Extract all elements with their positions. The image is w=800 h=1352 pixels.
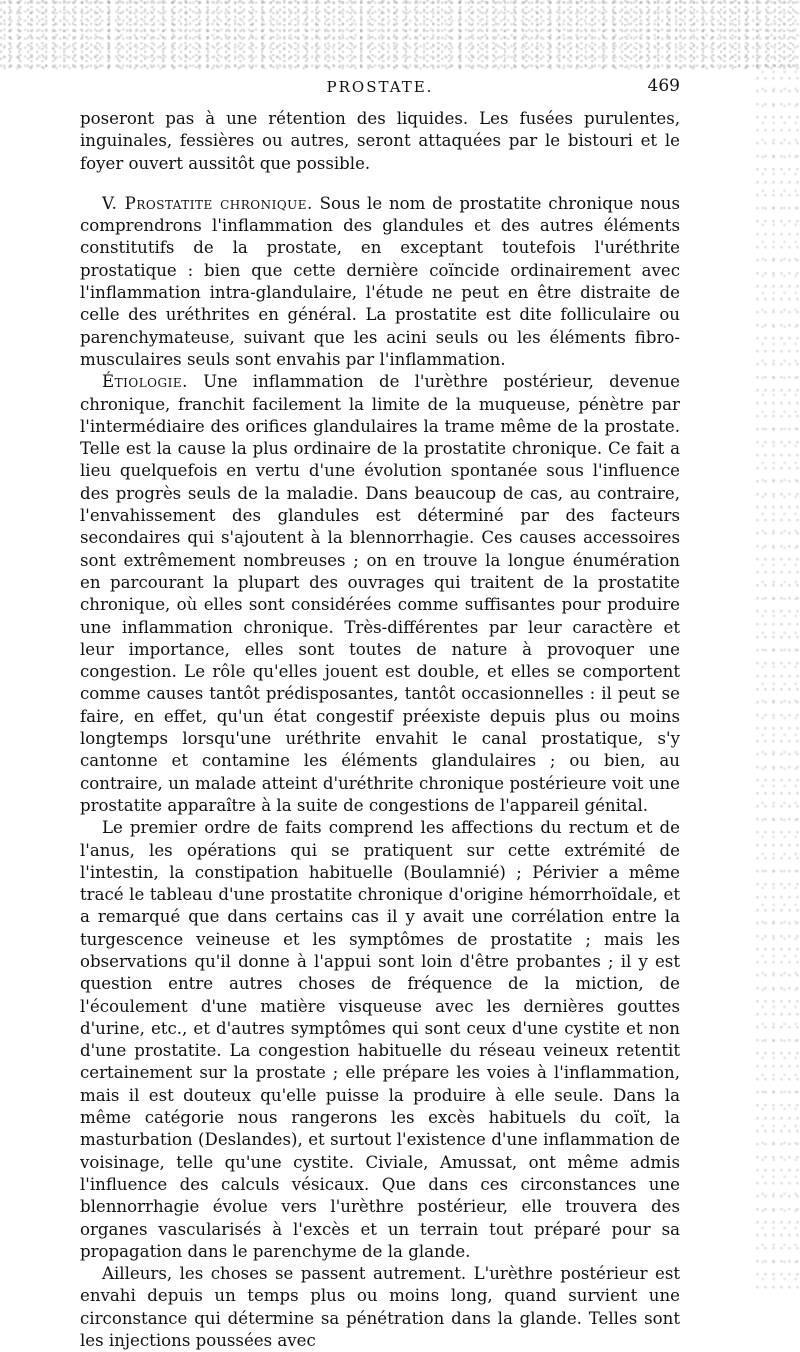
paragraph-text: Sous le nom de prostatite chronique nous comprendrons l'inflammation des glandules et des autres éléments constitutifs de la prostate, en exceptant toutefois l'uréthrite prostatique : bien que cette dernière coïncide ordinairement avec l'inflammation intra-glandulaire, l'étude ne peut en être distraite de celle des uréthrites en général. La prostatite est dite folliculaire ou parenchymateuse, suivant que les acini seuls ou les éléments fibro-musculaires seuls sont envahis par l'inflammation. — [80, 193, 681, 369]
paragraph-elsewhere: Ailleurs, les choses se passent autrement. L'urèthre postérieur est envahi depuis un temps plus ou moins long, quand survient une circonstance qui détermine sa pénétration dans la glande. Telles sont les injections poussées avec — [80, 1264, 680, 1351]
scan-noise-top — [0, 0, 800, 70]
text-block — [80, 108, 680, 1352]
paragraph-chronic-prostatitis — [80, 193, 680, 371]
paragraph-first-order: Le premier ordre de faits comprend les affections du rectum et de l'anus, les opérations qui se pratiquent sur cette extrémité de l'intestin, la constipation habituelle (Boulamnié) ; Périvier a même tracé le tableau d'une prostatite chronique d'origine hémorrhoïdale, et a remarqué que dans certains cas il y avait une corrélation entre la turgescence veineuse et les symptômes de prostatite ; mais les observations qu'il donne à l'appui sont loin d'être probantes ; il y est question entre autres choses de fréquence de la miction, de l'écoulement d'une matière visqueuse avec les dernières gouttes d'urine, etc., et d'autres symptômes qui sont ceux d'une cystite et non d'une prostatite. La congestion habituelle du réseau veineux retentit certainement sur la prostate ; elle prépare les voies à l'inflammation, mais il est douteux qu'elle puisse la produire à elle seule. Dans la même catégorie nous rangerons les excès habituels du coït, la masturbation (Deslandes), et surtout l'existence d'une inflammation de voisinage, telle qu'une cystite. Civiale, Amussat, ont même admis l'influence des calculs vésicaux. Que dans ces circonstances une blennorrhagie évolue vers l'urèthre postérieur, elle trouvera des organes vascularisés à l'excès et un terrain tout préparé pour sa propagation dans le parenchyme de la glande. — [80, 818, 680, 1261]
running-title: PROSTATE. — [326, 78, 434, 96]
section-heading: V. Prostatite chronique. — [102, 193, 313, 213]
section-gap — [80, 175, 680, 193]
scan-noise-right — [755, 60, 800, 1290]
page-number: 469 — [647, 76, 680, 96]
paragraph-text: Une inflammation de l'urèthre postérieur, devenue chronique, franchit facilement la limite de la muqueuse, pénètre par l'intermédiaire des orifices glandulaires la trame même de la prostate. Telle est la cause la plus ordinaire de la prostatite chronique. Ce fait a lieu quelquefois en vertu d'une évolution spontanée sous l'influence des progrès seuls de la maladie. Dans beaucoup de cas, au contraire, l'envahissement des glandules est déterminé par des facteurs secondaires qui s'ajoutent à la blennorrhagie. Ces causes accessoires sont extrêmement nombreuses ; on en trouve la longue énumération en parcourant la plupart des ouvrages qui traitent de la prostatite chronique, où elles sont considérées comme suffisantes pour produire une inflammation chronique. Très-différentes par leur caractère et leur importance, elles sont toutes de nature à provoquer une congestion. Le rôle qu'elles jouent est double, et elles se comportent comme causes tantôt prédisposantes, tantôt occasionnelles : il peut se faire, en effet, qu'un état congestif préexiste depuis plus ou moins longtemps lorsqu'une uréthrite envahit le canal prostatique, s'y cantonne et contamine les éléments glandulaires ; ou bien, au contraire, un malade atteint d'uréthrite chronique postérieure voit une prostatite apparaître à la suite de congestions de l'appareil génital. — [80, 372, 680, 815]
paragraph-etiology — [80, 371, 680, 817]
subsection-heading: Étiologie. — [102, 372, 188, 392]
running-head — [80, 78, 680, 102]
paragraph-continuation: poseront pas à une rétention des liquides. Les fusées purulentes, inguinales, fessières ou autres, seront attaquées par le bistouri et le foyer ouvert aussitôt que possible. — [80, 109, 680, 173]
